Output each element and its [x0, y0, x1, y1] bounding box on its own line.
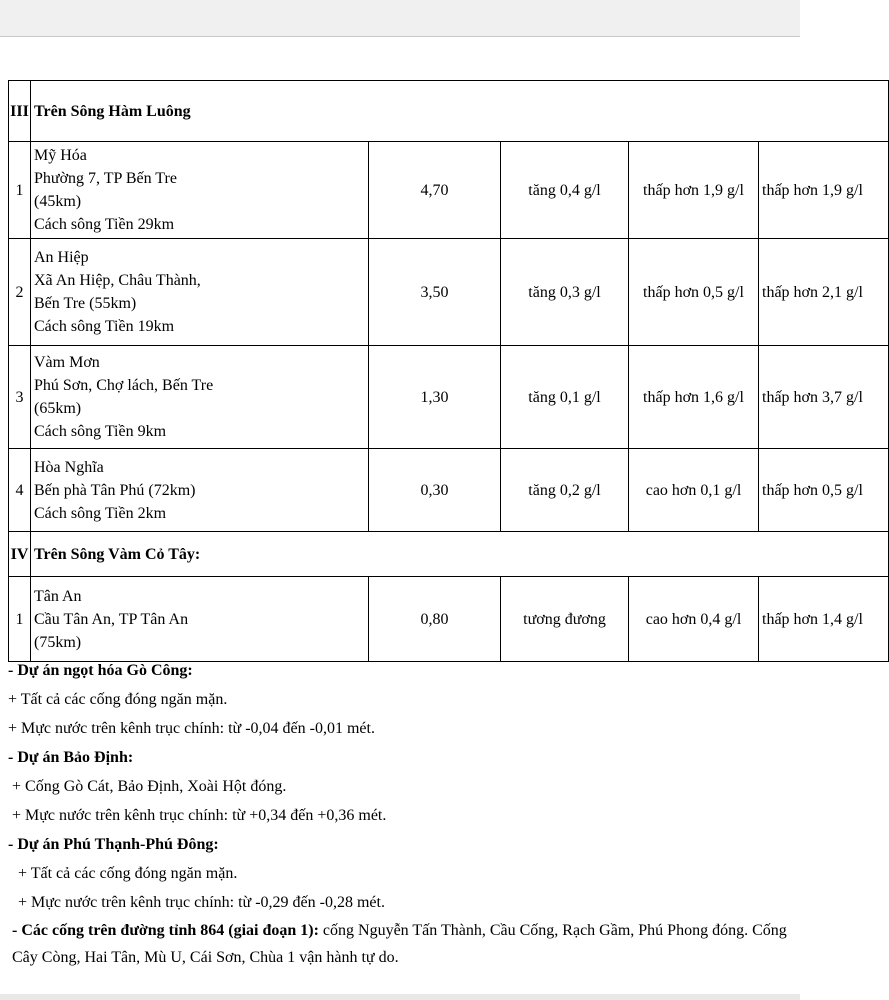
comparison-2: thấp hơn 1,4 g/l	[759, 577, 889, 662]
location-line: Vàm Mơn	[34, 354, 100, 371]
location-line: An Hiệp	[34, 249, 89, 266]
section-row	[9, 81, 889, 142]
salinity-change: tăng 0,3 g/l	[501, 239, 629, 346]
salinity-value: 0,80	[369, 577, 501, 662]
location-line: Phường 7, TP Bến Tre	[34, 170, 177, 187]
salinity-value: 0,30	[369, 449, 501, 532]
row-number: 1	[9, 142, 31, 239]
table-row	[9, 239, 889, 346]
location-line: Cách sông Tiền 29km	[34, 216, 175, 233]
section-title: Trên Sông Hàm Luông	[31, 81, 889, 142]
station-location	[31, 142, 369, 239]
project-title-bao-dinh: - Dự án Bảo Định:	[8, 749, 134, 766]
row-number: 3	[9, 346, 31, 449]
location-line: (75km)	[34, 633, 82, 651]
section-number: IV	[9, 532, 31, 577]
project-title-go-cong: - Dự án ngọt hóa Gò Công:	[8, 662, 193, 679]
salinity-change: tăng 0,1 g/l	[501, 346, 629, 449]
station-location	[31, 577, 369, 662]
comparison-1: thấp hơn 1,6 g/l	[629, 346, 759, 449]
comparison-1: thấp hơn 1,9 g/l	[629, 142, 759, 239]
table-row	[9, 449, 889, 532]
salinity-table	[8, 80, 889, 662]
location-line: Cách sông Tiền 19km	[34, 318, 175, 335]
location-line: (65km)	[34, 400, 82, 417]
project-title-phu-thanh: - Dự án Phú Thạnh-Phú Đông:	[8, 836, 219, 853]
road-864-title: - Các cống trên đường tỉnh 864 (giai đoạn 1):	[12, 922, 319, 939]
row-number: 1	[9, 577, 31, 662]
note-item: + Mực nước trên kênh trục chính: từ -0,29 đến -0,28 mét.	[18, 894, 385, 911]
road-864-note	[8, 917, 798, 971]
location-line: Cách sông Tiền 2km	[34, 504, 167, 522]
road-864-text: cống Nguyễn Tấn Thành, Cầu Cống, Rạch Gầm, Phú Phong đóng. Cống Cây Còng, Hai Tân, Mù U, Cái Sơn, Chùa 1 vận hành tự do.	[12, 922, 787, 966]
station-location	[31, 449, 369, 532]
comparison-2: thấp hơn 2,1 g/l	[759, 239, 889, 346]
row-number: 2	[9, 239, 31, 346]
salinity-value: 1,30	[369, 346, 501, 449]
salinity-change: tăng 0,4 g/l	[501, 142, 629, 239]
project-notes	[8, 656, 798, 971]
comparison-1: cao hơn 0,1 g/l	[629, 449, 759, 532]
comparison-1: cao hơn 0,4 g/l	[629, 577, 759, 662]
note-item: + Tất cả các cống đóng ngăn mặn.	[8, 691, 228, 708]
top-bar	[0, 0, 800, 37]
section-number: III	[9, 81, 31, 142]
section-title: Trên Sông Vàm Cỏ Tây:	[31, 532, 889, 577]
comparison-2: thấp hơn 0,5 g/l	[759, 449, 889, 532]
note-item: + Cống Gò Cát, Bảo Định, Xoài Hột đóng.	[12, 778, 287, 795]
location-line: Cầu Tân An, TP Tân An	[34, 610, 189, 628]
salinity-change: tương đương	[501, 577, 629, 662]
note-item: + Tất cả các cống đóng ngăn mặn.	[18, 865, 238, 882]
table-row	[9, 142, 889, 239]
comparison-2: thấp hơn 3,7 g/l	[759, 346, 889, 449]
location-line: Xã An Hiệp, Châu Thành,	[34, 272, 201, 289]
location-line: Mỹ Hóa	[34, 147, 87, 164]
location-line: Phú Sơn, Chợ lách, Bến Tre	[34, 377, 214, 394]
comparison-1: thấp hơn 0,5 g/l	[629, 239, 759, 346]
location-line: (45km)	[34, 193, 82, 210]
station-location	[31, 239, 369, 346]
location-line: Bến phà Tân Phú (72km)	[34, 481, 196, 499]
note-item: + Mực nước trên kênh trục chính: từ +0,34 đến +0,36 mét.	[12, 807, 387, 824]
table-row	[9, 346, 889, 449]
salinity-change: tăng 0,2 g/l	[501, 449, 629, 532]
salinity-value: 4,70	[369, 142, 501, 239]
station-location	[31, 346, 369, 449]
row-number: 4	[9, 449, 31, 532]
location-line: Bến Tre (55km)	[34, 295, 137, 312]
location-line: Hòa Nghĩa	[34, 458, 104, 476]
table-row	[9, 577, 889, 662]
comparison-2: thấp hơn 1,9 g/l	[759, 142, 889, 239]
salinity-value: 3,50	[369, 239, 501, 346]
location-line: Tân An	[34, 587, 82, 605]
note-item: + Mực nước trên kênh trục chính: từ -0,04 đến -0,01 mét.	[8, 720, 375, 737]
section-row	[9, 532, 889, 577]
bottom-bar	[0, 994, 800, 1000]
location-line: Cách sông Tiền 9km	[34, 423, 167, 440]
